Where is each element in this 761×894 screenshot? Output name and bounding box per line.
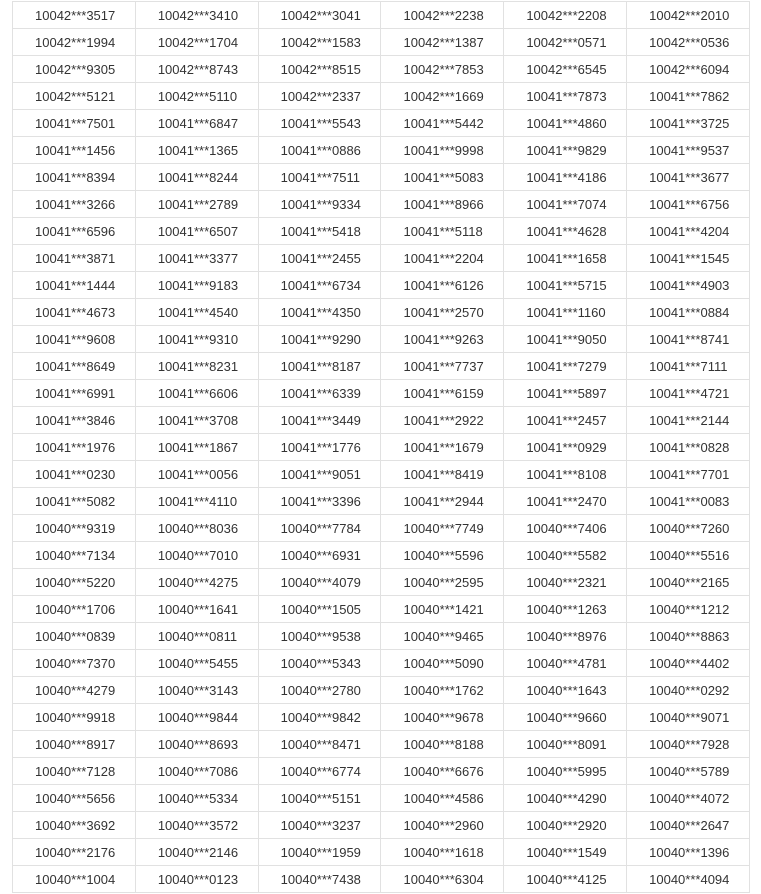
table-cell: 10041***8419 [381, 461, 504, 488]
table-cell: 10041***8244 [135, 164, 258, 191]
table-cell: 10042***6094 [627, 56, 750, 83]
table-cell: 10041***3846 [13, 407, 136, 434]
table-cell: 10041***9050 [504, 326, 627, 353]
table-cell: 10042***2010 [627, 2, 750, 29]
table-cell: 10040***4781 [504, 650, 627, 677]
table-cell: 10040***1641 [135, 596, 258, 623]
table-cell: 10041***6991 [13, 380, 136, 407]
table-cell: 10041***2204 [381, 245, 504, 272]
table-cell: 10040***0839 [13, 623, 136, 650]
table-cell: 10040***4072 [627, 785, 750, 812]
table-row [13, 353, 750, 380]
table-cell: 10041***3871 [13, 245, 136, 272]
table-cell: 10041***1976 [13, 434, 136, 461]
table-cell: 10041***1679 [381, 434, 504, 461]
table-cell: 10040***5455 [135, 650, 258, 677]
table-cell: 10041***4860 [504, 110, 627, 137]
table-cell: 10041***1365 [135, 137, 258, 164]
table-cell: 10040***3143 [135, 677, 258, 704]
table-cell: 10041***8741 [627, 326, 750, 353]
table-cell: 10041***5543 [258, 110, 381, 137]
table-cell: 10040***0292 [627, 677, 750, 704]
table-cell: 10041***7862 [627, 83, 750, 110]
table-cell: 10041***0884 [627, 299, 750, 326]
table-cell: 10040***1263 [504, 596, 627, 623]
table-cell: 10040***5090 [381, 650, 504, 677]
table-cell: 10042***5121 [13, 83, 136, 110]
table-cell: 10041***4673 [13, 299, 136, 326]
table-cell: 10040***4290 [504, 785, 627, 812]
table-cell: 10040***2780 [258, 677, 381, 704]
table-cell: 10040***7010 [135, 542, 258, 569]
table-cell: 10040***6931 [258, 542, 381, 569]
table-cell: 10041***2789 [135, 191, 258, 218]
table-row [13, 110, 750, 137]
table-cell: 10040***7370 [13, 650, 136, 677]
table-row [13, 461, 750, 488]
table-cell: 10040***8091 [504, 731, 627, 758]
table-row [13, 839, 750, 866]
table-cell: 10041***5118 [381, 218, 504, 245]
table-cell: 10041***1456 [13, 137, 136, 164]
table-cell: 10042***2208 [504, 2, 627, 29]
table-row [13, 758, 750, 785]
table-cell: 10042***0536 [627, 29, 750, 56]
table-cell: 10041***3449 [258, 407, 381, 434]
table-cell: 10041***5083 [381, 164, 504, 191]
table-cell: 10040***9465 [381, 623, 504, 650]
table-cell: 10041***7511 [258, 164, 381, 191]
table-cell: 10041***3677 [627, 164, 750, 191]
table-cell: 10040***1706 [13, 596, 136, 623]
table-cell: 10041***6606 [135, 380, 258, 407]
table-cell: 10041***9334 [258, 191, 381, 218]
table-cell: 10040***4094 [627, 866, 750, 893]
table-row [13, 488, 750, 515]
table-cell: 10040***8471 [258, 731, 381, 758]
table-cell: 10040***5789 [627, 758, 750, 785]
table-cell: 10042***8743 [135, 56, 258, 83]
table-cell: 10041***6126 [381, 272, 504, 299]
table-cell: 10040***4586 [381, 785, 504, 812]
table-cell: 10041***1160 [504, 299, 627, 326]
table-row [13, 677, 750, 704]
table-cell: 10041***7279 [504, 353, 627, 380]
table-cell: 10040***4279 [13, 677, 136, 704]
table-row [13, 434, 750, 461]
table-row [13, 569, 750, 596]
table-cell: 10040***2920 [504, 812, 627, 839]
table-cell: 10040***9660 [504, 704, 627, 731]
table-cell: 10040***9678 [381, 704, 504, 731]
table-row [13, 29, 750, 56]
table-cell: 10041***1776 [258, 434, 381, 461]
table-cell: 10041***6596 [13, 218, 136, 245]
table-cell: 10040***2176 [13, 839, 136, 866]
table-cell: 10041***4721 [627, 380, 750, 407]
table-cell: 10041***1867 [135, 434, 258, 461]
table-cell: 10041***8231 [135, 353, 258, 380]
table-cell: 10040***9319 [13, 515, 136, 542]
table-cell: 10040***5151 [258, 785, 381, 812]
table-cell: 10040***5516 [627, 542, 750, 569]
id-list-container [12, 1, 750, 893]
table-cell: 10041***5082 [13, 488, 136, 515]
table-cell: 10041***4628 [504, 218, 627, 245]
table-row [13, 380, 750, 407]
table-cell: 10042***1704 [135, 29, 258, 56]
table-cell: 10041***9263 [381, 326, 504, 353]
table-row [13, 866, 750, 893]
id-table-body [13, 2, 750, 893]
table-row [13, 83, 750, 110]
table-cell: 10041***7074 [504, 191, 627, 218]
table-cell: 10041***3708 [135, 407, 258, 434]
table-row [13, 623, 750, 650]
table-cell: 10040***2647 [627, 812, 750, 839]
table-cell: 10041***2455 [258, 245, 381, 272]
table-cell: 10041***1545 [627, 245, 750, 272]
table-cell: 10041***6159 [381, 380, 504, 407]
table-cell: 10040***5656 [13, 785, 136, 812]
table-row [13, 704, 750, 731]
table-cell: 10040***3237 [258, 812, 381, 839]
table-cell: 10041***0929 [504, 434, 627, 461]
table-cell: 10040***2595 [381, 569, 504, 596]
table-cell: 10041***9537 [627, 137, 750, 164]
table-cell: 10042***3410 [135, 2, 258, 29]
table-cell: 10040***1549 [504, 839, 627, 866]
table-cell: 10042***1994 [13, 29, 136, 56]
table-cell: 10040***2165 [627, 569, 750, 596]
table-cell: 10042***1669 [381, 83, 504, 110]
table-cell: 10041***5897 [504, 380, 627, 407]
table-cell: 10041***0828 [627, 434, 750, 461]
table-cell: 10040***1618 [381, 839, 504, 866]
table-cell: 10041***9051 [258, 461, 381, 488]
table-cell: 10041***4204 [627, 218, 750, 245]
table-cell: 10040***3572 [135, 812, 258, 839]
table-cell: 10041***3266 [13, 191, 136, 218]
table-cell: 10041***7501 [13, 110, 136, 137]
table-cell: 10041***8966 [381, 191, 504, 218]
table-cell: 10041***2457 [504, 407, 627, 434]
table-row [13, 407, 750, 434]
table-row [13, 2, 750, 29]
table-cell: 10040***9844 [135, 704, 258, 731]
table-cell: 10041***3725 [627, 110, 750, 137]
table-cell: 10041***7873 [504, 83, 627, 110]
table-cell: 10042***7853 [381, 56, 504, 83]
table-row [13, 299, 750, 326]
table-cell: 10041***8649 [13, 353, 136, 380]
table-cell: 10041***0083 [627, 488, 750, 515]
table-cell: 10041***2922 [381, 407, 504, 434]
table-cell: 10041***9998 [381, 137, 504, 164]
table-cell: 10040***5596 [381, 542, 504, 569]
table-cell: 10040***1396 [627, 839, 750, 866]
table-cell: 10040***4402 [627, 650, 750, 677]
table-cell: 10041***4186 [504, 164, 627, 191]
table-cell: 10041***5442 [381, 110, 504, 137]
table-cell: 10040***7260 [627, 515, 750, 542]
table-cell: 10040***5995 [504, 758, 627, 785]
table-cell: 10041***8108 [504, 461, 627, 488]
table-cell: 10040***0811 [135, 623, 258, 650]
table-row [13, 272, 750, 299]
table-cell: 10041***3396 [258, 488, 381, 515]
table-cell: 10041***2570 [381, 299, 504, 326]
table-cell: 10041***6339 [258, 380, 381, 407]
table-cell: 10040***1762 [381, 677, 504, 704]
table-cell: 10040***4079 [258, 569, 381, 596]
table-row [13, 785, 750, 812]
table-cell: 10040***7086 [135, 758, 258, 785]
table-cell: 10041***1444 [13, 272, 136, 299]
table-cell: 10040***8976 [504, 623, 627, 650]
table-cell: 10041***5715 [504, 272, 627, 299]
table-cell: 10040***5220 [13, 569, 136, 596]
table-cell: 10040***1004 [13, 866, 136, 893]
table-cell: 10040***7928 [627, 731, 750, 758]
table-cell: 10041***0056 [135, 461, 258, 488]
table-row [13, 515, 750, 542]
table-cell: 10040***8863 [627, 623, 750, 650]
table-cell: 10040***2321 [504, 569, 627, 596]
table-cell: 10040***5582 [504, 542, 627, 569]
table-cell: 10041***7737 [381, 353, 504, 380]
table-cell: 10041***1658 [504, 245, 627, 272]
table-cell: 10040***8036 [135, 515, 258, 542]
table-cell: 10040***9071 [627, 704, 750, 731]
table-cell: 10040***7749 [381, 515, 504, 542]
table-cell: 10040***5334 [135, 785, 258, 812]
table-cell: 10040***7134 [13, 542, 136, 569]
table-cell: 10040***6774 [258, 758, 381, 785]
table-cell: 10041***9829 [504, 137, 627, 164]
table-cell: 10040***7128 [13, 758, 136, 785]
table-cell: 10041***4540 [135, 299, 258, 326]
table-cell: 10040***4125 [504, 866, 627, 893]
table-cell: 10040***1212 [627, 596, 750, 623]
table-cell: 10040***9538 [258, 623, 381, 650]
table-cell: 10041***6756 [627, 191, 750, 218]
table-cell: 10041***8187 [258, 353, 381, 380]
table-cell: 10040***8693 [135, 731, 258, 758]
table-cell: 10040***8188 [381, 731, 504, 758]
table-cell: 10042***3041 [258, 2, 381, 29]
table-cell: 10042***2337 [258, 83, 381, 110]
table-row [13, 542, 750, 569]
table-cell: 10041***2470 [504, 488, 627, 515]
table-row [13, 650, 750, 677]
table-row [13, 137, 750, 164]
table-cell: 10040***3692 [13, 812, 136, 839]
table-cell: 10040***9918 [13, 704, 136, 731]
table-cell: 10041***9608 [13, 326, 136, 353]
table-cell: 10041***4903 [627, 272, 750, 299]
table-cell: 10042***1583 [258, 29, 381, 56]
table-cell: 10042***1387 [381, 29, 504, 56]
table-cell: 10042***9305 [13, 56, 136, 83]
table-cell: 10041***6734 [258, 272, 381, 299]
table-cell: 10041***7701 [627, 461, 750, 488]
table-cell: 10042***6545 [504, 56, 627, 83]
table-cell: 10042***5110 [135, 83, 258, 110]
table-cell: 10042***8515 [258, 56, 381, 83]
table-row [13, 218, 750, 245]
table-cell: 10041***9290 [258, 326, 381, 353]
table-cell: 10040***1421 [381, 596, 504, 623]
table-row [13, 731, 750, 758]
table-cell: 10040***5343 [258, 650, 381, 677]
table-cell: 10040***4275 [135, 569, 258, 596]
table-cell: 10042***0571 [504, 29, 627, 56]
table-row [13, 56, 750, 83]
table-cell: 10041***9183 [135, 272, 258, 299]
id-table [12, 1, 750, 893]
table-cell: 10041***3377 [135, 245, 258, 272]
table-cell: 10040***7784 [258, 515, 381, 542]
table-cell: 10041***9310 [135, 326, 258, 353]
table-cell: 10041***4350 [258, 299, 381, 326]
table-cell: 10042***3517 [13, 2, 136, 29]
table-cell: 10042***2238 [381, 2, 504, 29]
table-cell: 10041***2144 [627, 407, 750, 434]
table-cell: 10040***6304 [381, 866, 504, 893]
table-cell: 10040***0123 [135, 866, 258, 893]
table-cell: 10041***2944 [381, 488, 504, 515]
table-cell: 10041***6507 [135, 218, 258, 245]
table-cell: 10040***1959 [258, 839, 381, 866]
table-row [13, 812, 750, 839]
table-cell: 10040***7438 [258, 866, 381, 893]
table-cell: 10041***0230 [13, 461, 136, 488]
table-cell: 10040***1505 [258, 596, 381, 623]
table-row [13, 191, 750, 218]
table-cell: 10041***0886 [258, 137, 381, 164]
table-row [13, 596, 750, 623]
table-row [13, 245, 750, 272]
table-cell: 10041***6847 [135, 110, 258, 137]
table-cell: 10041***4110 [135, 488, 258, 515]
table-cell: 10041***5418 [258, 218, 381, 245]
table-row [13, 326, 750, 353]
table-row [13, 164, 750, 191]
table-cell: 10041***8394 [13, 164, 136, 191]
table-cell: 10040***8917 [13, 731, 136, 758]
table-cell: 10040***9842 [258, 704, 381, 731]
table-cell: 10040***2146 [135, 839, 258, 866]
table-cell: 10040***2960 [381, 812, 504, 839]
table-cell: 10041***7111 [627, 353, 750, 380]
table-cell: 10040***7406 [504, 515, 627, 542]
table-cell: 10040***6676 [381, 758, 504, 785]
table-cell: 10040***1643 [504, 677, 627, 704]
